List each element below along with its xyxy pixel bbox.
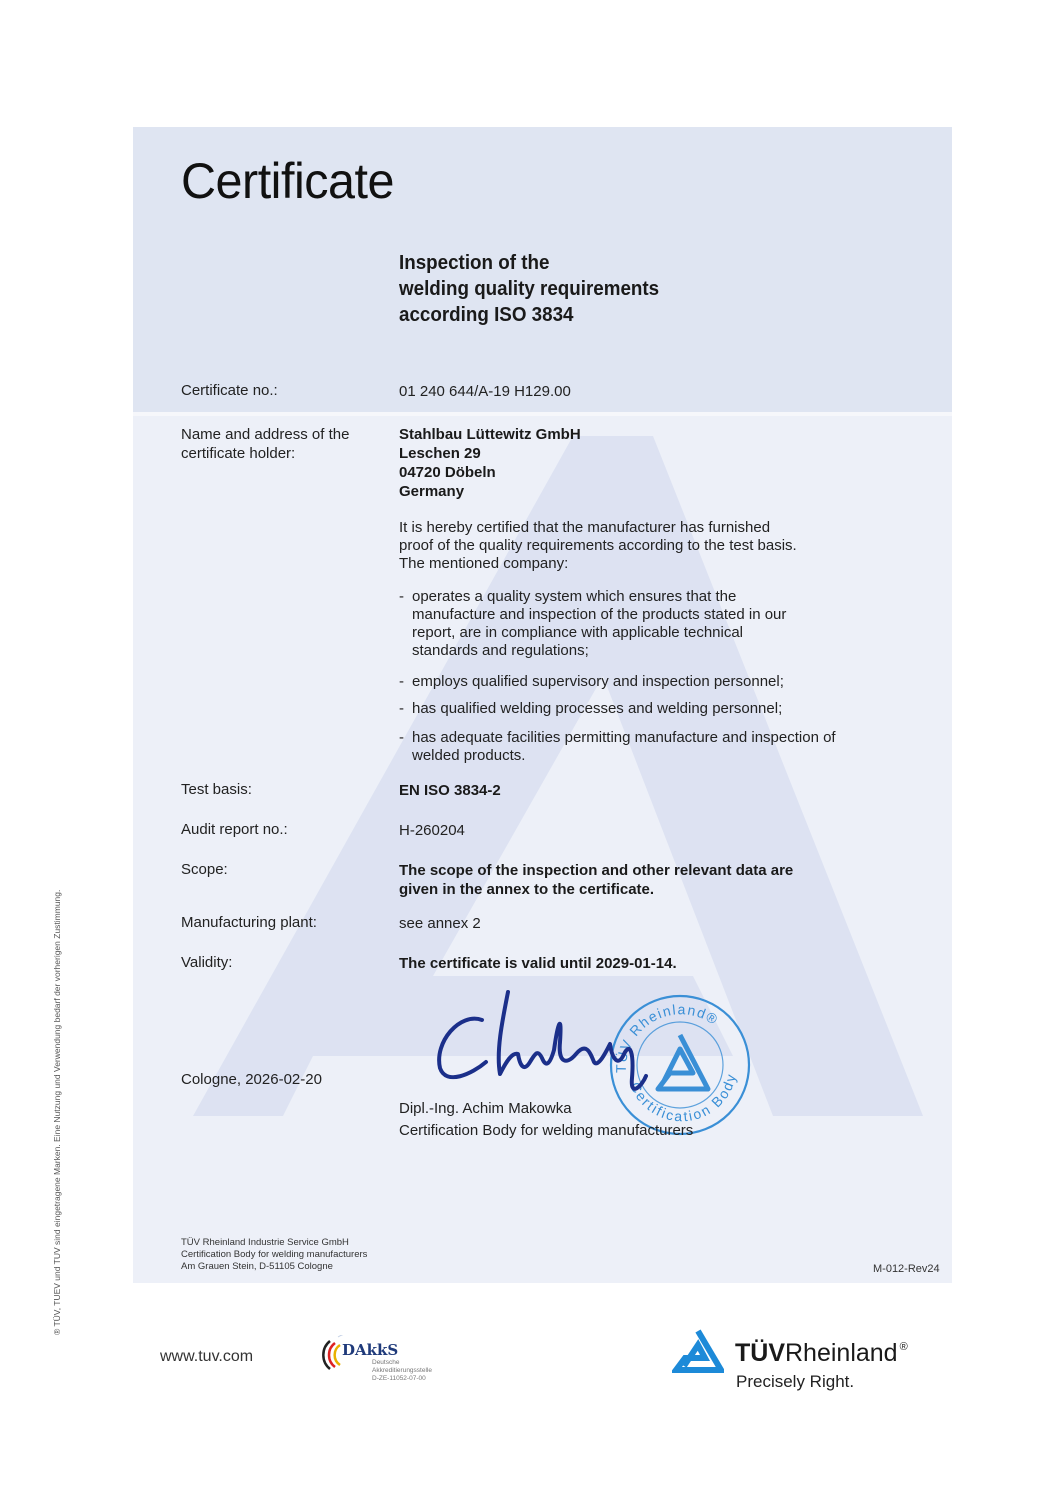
audit-report-value: H-260204 bbox=[399, 822, 465, 839]
subtitle-line: Inspection of the bbox=[399, 252, 550, 274]
holder-street: Leschen 29 bbox=[399, 445, 481, 462]
dakks-name: DAkkS bbox=[342, 1341, 399, 1359]
tuv-triangle-logo-icon bbox=[672, 1328, 724, 1374]
certification-statement bbox=[399, 519, 797, 573]
scope-line: The scope of the inspection and other relevant data are bbox=[399, 862, 794, 879]
stamp-bottom-text: Certification Body bbox=[626, 1070, 740, 1125]
stamp-top-text: TÜV Rheinland® bbox=[612, 1001, 722, 1074]
statement-bullet bbox=[399, 588, 786, 660]
dakks-sub-line: D-ZE-11052-07-00 bbox=[372, 1375, 426, 1382]
test-basis-label: Test basis: bbox=[181, 781, 252, 798]
bullet-line: operates a quality system which ensures that the bbox=[412, 588, 737, 605]
bullet-dash: - bbox=[399, 588, 404, 605]
scope-line: given in the annex to the certificate. bbox=[399, 881, 655, 898]
issuer-line: TÜV Rheinland Industrie Service GmbH bbox=[181, 1237, 349, 1248]
brand-rest: Rheinland bbox=[785, 1339, 898, 1367]
holder-label bbox=[181, 425, 349, 463]
scope-value bbox=[399, 861, 793, 899]
form-code: M-012-Rev24 bbox=[873, 1263, 940, 1275]
issuer-line: Am Grauen Stein, D-51105 Cologne bbox=[181, 1261, 333, 1272]
document-title: Certificate bbox=[181, 153, 394, 209]
dakks-sub-line: Deutsche bbox=[372, 1359, 400, 1366]
subtitle-line: welding quality requirements bbox=[399, 278, 660, 300]
holder-label-line: Name and address of the bbox=[181, 426, 350, 443]
website-link[interactable]: www.tuv.com bbox=[160, 1348, 254, 1365]
plant-value: see annex 2 bbox=[399, 915, 481, 932]
signer-name: Dipl.-Ing. Achim Makowka bbox=[399, 1100, 572, 1117]
statement-line: The mentioned company: bbox=[399, 555, 569, 572]
statement-line: proof of the quality requirements according to the test basis. bbox=[399, 537, 797, 554]
certificate-no-label: Certificate no.: bbox=[181, 382, 278, 399]
holder-city: 04720 Döbeln bbox=[399, 464, 496, 481]
bullet-line: has adequate facilities permitting manufacture and inspection of bbox=[412, 729, 836, 746]
bullet-dash: - bbox=[399, 729, 404, 746]
brand-registered: ® bbox=[899, 1341, 908, 1353]
signature-stroke bbox=[439, 992, 646, 1089]
bullet-line: welded products. bbox=[412, 747, 526, 764]
bullet-dash: - bbox=[399, 673, 404, 690]
bullet-line: manufacture and inspection of the products stated in our bbox=[412, 606, 787, 623]
issuer-line: Certification Body for welding manufacturers bbox=[181, 1249, 368, 1260]
audit-report-label: Audit report no.: bbox=[181, 821, 288, 838]
test-basis-value: EN ISO 3834-2 bbox=[399, 782, 501, 799]
handwritten-signature bbox=[420, 982, 720, 1102]
dakks-sub-line: Akkreditierungsstelle bbox=[372, 1367, 432, 1374]
certificate-no-value: 01 240 644/A-19 H129.00 bbox=[399, 383, 571, 400]
bullet-line: standards and regulations; bbox=[412, 642, 589, 659]
place-and-date: Cologne, 2026-02-20 bbox=[181, 1071, 322, 1088]
validity-value: The certificate is valid until 2029-01-14. bbox=[399, 955, 677, 972]
plant-label: Manufacturing plant: bbox=[181, 914, 317, 931]
scope-label: Scope: bbox=[181, 861, 228, 878]
statement-bullet bbox=[399, 729, 836, 765]
holder-company: Stahlbau Lüttewitz GmbH bbox=[399, 426, 581, 443]
statement-bullet bbox=[399, 673, 784, 691]
holder-label-line: certificate holder: bbox=[181, 445, 296, 462]
bullet-line: employs qualified supervisory and inspection personnel; bbox=[412, 673, 784, 690]
bullet-line: has qualified welding processes and welding personnel; bbox=[412, 700, 783, 717]
validity-label: Validity: bbox=[181, 954, 233, 971]
brand-bold: TÜV bbox=[735, 1339, 785, 1367]
document-subtitle bbox=[399, 250, 659, 328]
holder-country: Germany bbox=[399, 483, 465, 500]
statement-line: It is hereby certified that the manufacturer has furnished bbox=[399, 519, 771, 536]
issuer-address bbox=[181, 1237, 367, 1273]
bullet-dash: - bbox=[399, 700, 404, 717]
signer-role: Certification Body for welding manufacturers bbox=[399, 1122, 694, 1139]
dakks-logo bbox=[316, 1335, 456, 1390]
signer-block bbox=[399, 1098, 693, 1142]
tuv-brand-name bbox=[735, 1339, 908, 1368]
trademark-side-note: ® TÜV, TUEV und TUV sind eingetragene Marken. Eine Nutzung und Verwendung bedarf der vorherigen Zustimmung. bbox=[52, 889, 62, 1335]
bullet-line: report, are in compliance with applicable technical bbox=[412, 624, 744, 641]
subtitle-line: according ISO 3834 bbox=[399, 304, 574, 326]
dakks-subtitle bbox=[372, 1359, 432, 1383]
statement-bullet bbox=[399, 700, 782, 718]
holder-address bbox=[399, 425, 581, 501]
tuv-slogan: Precisely Right. bbox=[736, 1372, 855, 1391]
